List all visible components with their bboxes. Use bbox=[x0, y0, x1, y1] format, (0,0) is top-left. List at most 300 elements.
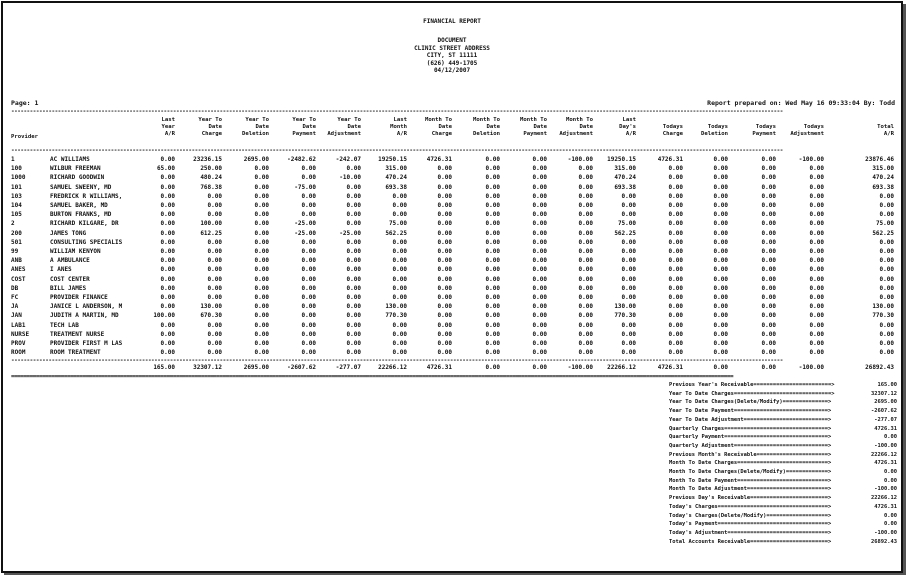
column-header-last-day-ar: Last Day's A/R bbox=[619, 117, 636, 137]
cell-last-month-ar: 470.24 bbox=[385, 174, 407, 182]
cell-mtd-deletion: 0.00 bbox=[485, 202, 500, 209]
cell-mtd-adjustment: 0.00 bbox=[578, 312, 593, 320]
cell-today-payment: 0.00 bbox=[761, 340, 776, 347]
cell-today-adjustment: 0.00 bbox=[809, 183, 824, 191]
cell-mtd-adjustment: 0.00 bbox=[578, 303, 593, 311]
provider-code: 1 bbox=[11, 156, 15, 163]
summary-row bbox=[669, 459, 897, 467]
cell-ytd-payment: 0.00 bbox=[301, 202, 316, 209]
summary-row bbox=[669, 433, 897, 441]
cell-last-month-ar: 0.00 bbox=[392, 349, 407, 357]
provider-code: COST bbox=[11, 275, 26, 283]
cell-mtd-adjustment: 0.00 bbox=[578, 257, 593, 265]
cell-last-year-ar: 0.00 bbox=[160, 294, 175, 301]
provider-code: ANES bbox=[11, 266, 26, 274]
cell-mtd-deletion: 0.00 bbox=[485, 165, 500, 173]
cell-mtd-payment: 0.00 bbox=[532, 340, 547, 347]
cell-ytd-adjustment: 0.00 bbox=[346, 303, 361, 311]
table-row bbox=[3, 266, 901, 274]
total-mtd-charge: 4726.31 bbox=[426, 364, 452, 371]
column-header-ytd-deletion: Year To Date Deletion bbox=[242, 117, 269, 137]
cell-today-adjustment: 0.00 bbox=[809, 202, 824, 209]
cell-mtd-charge: 4726.31 bbox=[426, 156, 452, 163]
cell-total-ar: 470.24 bbox=[872, 174, 894, 182]
cell-ytd-payment: 0.00 bbox=[301, 211, 316, 219]
cell-ytd-payment: 0.00 bbox=[301, 174, 316, 182]
cell-today-adjustment: 0.00 bbox=[809, 284, 824, 292]
summary-row bbox=[669, 468, 897, 476]
cell-last-month-ar: 0.00 bbox=[392, 330, 407, 338]
cell-mtd-payment: 0.00 bbox=[532, 174, 547, 182]
cell-mtd-deletion: 0.00 bbox=[485, 174, 500, 182]
cell-ytd-adjustment: 0.00 bbox=[346, 248, 361, 255]
summary-value: 0.00 bbox=[884, 521, 897, 528]
cell-mtd-charge: 0.00 bbox=[437, 202, 452, 209]
cell-ytd-charge: 0.00 bbox=[207, 202, 222, 209]
column-header-today-adjustment: Todays Adjustment bbox=[790, 124, 824, 137]
provider-name: A AMBULANCE bbox=[50, 257, 90, 265]
cell-mtd-deletion: 0.00 bbox=[485, 238, 500, 246]
cell-mtd-deletion: 0.00 bbox=[485, 220, 500, 228]
cell-today-charge: 0.00 bbox=[668, 192, 683, 200]
cell-mtd-charge: 0.00 bbox=[437, 321, 452, 329]
cell-mtd-deletion: 0.00 bbox=[485, 294, 500, 301]
column-header-last-year-ar: Last Year A/R bbox=[161, 117, 175, 137]
cell-ytd-deletion: 0.00 bbox=[254, 340, 269, 347]
cell-mtd-charge: 0.00 bbox=[437, 220, 452, 228]
organization-block bbox=[3, 37, 901, 75]
summary-value: 22266.12 bbox=[871, 495, 897, 502]
cell-last-month-ar: 75.00 bbox=[388, 220, 407, 228]
cell-ytd-adjustment: 0.00 bbox=[346, 321, 361, 329]
cell-mtd-charge: 0.00 bbox=[437, 248, 452, 255]
cell-mtd-adjustment: 0.00 bbox=[578, 192, 593, 200]
cell-mtd-adjustment: -100.00 bbox=[567, 156, 593, 163]
cell-ytd-payment: 0.00 bbox=[301, 312, 316, 320]
provider-name: TREATMENT NURSE bbox=[50, 330, 105, 338]
summary-row bbox=[669, 477, 897, 485]
summary-label: Month To Date Charges(Delete/Modify)=============> bbox=[669, 469, 832, 475]
provider-name: RICHARD KILGARE, DR bbox=[50, 220, 119, 228]
cell-ytd-deletion: 0.00 bbox=[254, 229, 269, 237]
provider-name: I ANES bbox=[50, 266, 72, 274]
cell-ytd-adjustment: 0.00 bbox=[346, 312, 361, 320]
cell-mtd-deletion: 0.00 bbox=[485, 211, 500, 219]
cell-today-charge: 0.00 bbox=[668, 229, 683, 237]
cell-last-month-ar: 0.00 bbox=[392, 294, 407, 301]
prepared-by: Report prepared on: Wed May 16 09:33:04 By: Todd bbox=[707, 99, 895, 107]
cell-ytd-adjustment: 0.00 bbox=[346, 266, 361, 274]
cell-mtd-adjustment: 0.00 bbox=[578, 165, 593, 173]
cell-last-month-ar: 693.38 bbox=[385, 183, 407, 191]
cell-ytd-adjustment: -10.00 bbox=[339, 174, 361, 182]
cell-ytd-deletion: 0.00 bbox=[254, 248, 269, 255]
summary-label: Year To Date Payment=============================> bbox=[669, 408, 832, 415]
cell-last-year-ar: 100.00 bbox=[153, 312, 175, 320]
cell-ytd-adjustment: 0.00 bbox=[346, 238, 361, 246]
cell-last-year-ar: 0.00 bbox=[160, 330, 175, 338]
org-line: 04/12/2007 bbox=[433, 67, 471, 74]
cell-mtd-charge: 0.00 bbox=[437, 165, 452, 173]
cell-ytd-adjustment: -25.00 bbox=[339, 229, 361, 237]
summary-value: 0.00 bbox=[884, 469, 897, 475]
cell-ytd-payment: -75.00 bbox=[294, 183, 316, 191]
table-row bbox=[3, 230, 901, 238]
cell-mtd-payment: 0.00 bbox=[532, 303, 547, 311]
summary-row bbox=[669, 512, 897, 520]
cell-ytd-adjustment: 0.00 bbox=[346, 165, 361, 173]
summary-row bbox=[669, 416, 897, 424]
column-header-ytd-payment: Year To Date Payment bbox=[292, 117, 316, 137]
cell-mtd-payment: 0.00 bbox=[532, 321, 547, 329]
cell-today-charge: 0.00 bbox=[668, 238, 683, 246]
summary-label: Today's Adjustment===============================> bbox=[669, 529, 832, 536]
cell-last-year-ar: 0.00 bbox=[160, 321, 175, 329]
cell-mtd-adjustment: 0.00 bbox=[578, 266, 593, 274]
cell-last-month-ar: 0.00 bbox=[392, 248, 407, 255]
divider-equals: ======================================================================================================================================================================================================================================== bbox=[11, 374, 734, 380]
provider-name: TECH LAB bbox=[50, 321, 79, 329]
provider-name: RICHARD GOODWIN bbox=[50, 174, 105, 182]
cell-total-ar: 0.00 bbox=[879, 284, 894, 292]
cell-last-month-ar: 130.00 bbox=[385, 303, 407, 311]
cell-today-payment: 0.00 bbox=[761, 174, 776, 182]
cell-today-adjustment: 0.00 bbox=[809, 211, 824, 219]
column-header-today-charge: Todays Charge bbox=[662, 124, 683, 137]
cell-ytd-adjustment: 0.00 bbox=[346, 211, 361, 219]
provider-name: JAMES TONG bbox=[50, 229, 87, 237]
provider-code: 2 bbox=[11, 220, 15, 228]
summary-label: Quarterly Charges================================> bbox=[669, 425, 832, 432]
summary-row bbox=[669, 485, 897, 493]
summary-label: Today's Charges==================================> bbox=[669, 503, 832, 510]
table-row bbox=[3, 257, 901, 265]
cell-last-day-ar: 770.30 bbox=[614, 312, 636, 320]
cell-today-adjustment: 0.00 bbox=[809, 330, 824, 338]
column-header-last-month-ar: Last Month A/R bbox=[390, 117, 407, 137]
cell-today-deletion: 0.00 bbox=[713, 349, 728, 357]
cell-ytd-payment: 0.00 bbox=[301, 303, 316, 311]
cell-last-day-ar: 0.00 bbox=[621, 330, 636, 338]
cell-today-payment: 0.00 bbox=[761, 257, 776, 265]
column-header-ytd-adjustment: Year To Date Adjustment bbox=[327, 117, 361, 137]
cell-mtd-charge: 0.00 bbox=[437, 275, 452, 283]
cell-last-day-ar: 0.00 bbox=[621, 238, 636, 246]
cell-today-adjustment: 0.00 bbox=[809, 229, 824, 237]
summary-row bbox=[669, 520, 897, 528]
summary-value: -100.00 bbox=[874, 529, 897, 536]
column-header-mtd-charge: Month To Date Charge bbox=[425, 117, 452, 137]
summary-value: 0.00 bbox=[884, 477, 897, 484]
cell-ytd-charge: 0.00 bbox=[207, 321, 222, 329]
cell-last-year-ar: 0.00 bbox=[160, 284, 175, 292]
page-number: Page: 1 bbox=[11, 99, 39, 107]
cell-ytd-deletion: 0.00 bbox=[254, 202, 269, 209]
cell-ytd-charge: 0.00 bbox=[207, 275, 222, 283]
summary-label: Today's Charges(Delete/Modify)===================> bbox=[669, 512, 832, 519]
cell-last-day-ar: 19250.15 bbox=[607, 156, 636, 163]
table-row bbox=[3, 184, 901, 192]
cell-mtd-adjustment: 0.00 bbox=[578, 211, 593, 219]
cell-ytd-deletion: 0.00 bbox=[254, 294, 269, 301]
cell-total-ar: 0.00 bbox=[879, 349, 894, 357]
column-header-total-ar: Total A/R bbox=[877, 124, 894, 137]
summary-label: Total Accounts Receivable========================> bbox=[669, 538, 832, 545]
table-row bbox=[3, 156, 901, 164]
cell-mtd-deletion: 0.00 bbox=[485, 192, 500, 200]
summary-label: Month To Date Adjustment=========================> bbox=[669, 486, 832, 493]
cell-mtd-deletion: 0.00 bbox=[485, 229, 500, 237]
summary-value: -100.00 bbox=[874, 442, 897, 449]
cell-today-deletion: 0.00 bbox=[713, 330, 728, 338]
cell-mtd-adjustment: 0.00 bbox=[578, 349, 593, 357]
cell-today-charge: 0.00 bbox=[668, 165, 683, 173]
cell-ytd-payment: -2482.62 bbox=[287, 156, 316, 163]
cell-last-year-ar: 0.00 bbox=[160, 349, 175, 357]
provider-name: BILL JAMES bbox=[50, 284, 87, 292]
cell-ytd-deletion: 0.00 bbox=[254, 257, 269, 265]
cell-last-day-ar: 470.24 bbox=[614, 174, 636, 182]
cell-last-month-ar: 770.30 bbox=[385, 312, 407, 320]
cell-ytd-charge: 0.00 bbox=[207, 257, 222, 265]
cell-last-year-ar: 0.00 bbox=[160, 192, 175, 200]
cell-last-year-ar: 0.00 bbox=[160, 257, 175, 265]
provider-name: AC WILLIAMS bbox=[50, 156, 90, 163]
cell-mtd-adjustment: 0.00 bbox=[578, 275, 593, 283]
cell-mtd-charge: 0.00 bbox=[437, 257, 452, 265]
cell-today-deletion: 0.00 bbox=[713, 303, 728, 311]
cell-ytd-deletion: 0.00 bbox=[254, 312, 269, 320]
cell-ytd-deletion: 0.00 bbox=[254, 183, 269, 191]
table-row bbox=[3, 349, 901, 357]
cell-ytd-adjustment: 0.00 bbox=[346, 330, 361, 338]
cell-mtd-adjustment: 0.00 bbox=[578, 220, 593, 228]
cell-ytd-payment: 0.00 bbox=[301, 238, 316, 246]
total-ytd-deletion: 2695.00 bbox=[243, 364, 269, 371]
cell-ytd-deletion: 0.00 bbox=[254, 303, 269, 311]
cell-last-day-ar: 0.00 bbox=[621, 340, 636, 347]
cell-today-deletion: 0.00 bbox=[713, 257, 728, 265]
cell-today-charge: 4726.31 bbox=[657, 156, 683, 163]
cell-mtd-charge: 0.00 bbox=[437, 330, 452, 338]
cell-today-adjustment: 0.00 bbox=[809, 238, 824, 246]
cell-ytd-charge: 100.00 bbox=[200, 220, 222, 228]
cell-today-deletion: 0.00 bbox=[713, 211, 728, 219]
cell-today-adjustment: 0.00 bbox=[809, 340, 824, 347]
cell-mtd-payment: 0.00 bbox=[532, 165, 547, 173]
summary-label: Today's Payment==================================> bbox=[669, 521, 832, 528]
cell-mtd-deletion: 0.00 bbox=[485, 248, 500, 255]
summary-label: Month To Date Payment============================> bbox=[669, 477, 832, 484]
cell-mtd-payment: 0.00 bbox=[532, 202, 547, 209]
provider-code: 501 bbox=[11, 238, 22, 246]
provider-name: WILLIAM KENYON bbox=[50, 248, 101, 255]
cell-total-ar: 0.00 bbox=[879, 202, 894, 209]
cell-ytd-charge: 0.00 bbox=[207, 211, 222, 219]
summary-row bbox=[669, 407, 897, 415]
summary-label: Year To Date Adjustment==========================> bbox=[669, 416, 832, 423]
divider-dashes: -------------------------------------------------------------------------------------------------------------------------------------------------------------------------------------------------------------------------------------------------------- bbox=[11, 358, 783, 364]
column-header-mtd-payment: Month To Date Payment bbox=[520, 117, 547, 137]
cell-today-payment: 0.00 bbox=[761, 229, 776, 237]
cell-last-day-ar: 0.00 bbox=[621, 248, 636, 255]
total-total-ar: 26892.43 bbox=[865, 364, 894, 371]
provider-name: BURTON FRANKS, MD bbox=[50, 211, 112, 219]
cell-last-year-ar: 65.00 bbox=[156, 165, 175, 173]
cell-today-charge: 0.00 bbox=[668, 257, 683, 265]
column-header-ytd-charge: Year To Date Charge bbox=[198, 117, 222, 137]
provider-name: PROVIDER FINANCE bbox=[50, 294, 108, 301]
cell-total-ar: 315.00 bbox=[872, 165, 894, 173]
cell-today-deletion: 0.00 bbox=[713, 321, 728, 329]
cell-mtd-adjustment: 0.00 bbox=[578, 294, 593, 301]
cell-total-ar: 0.00 bbox=[879, 238, 894, 246]
cell-total-ar: 693.38 bbox=[872, 183, 894, 191]
cell-last-year-ar: 0.00 bbox=[160, 174, 175, 182]
cell-last-month-ar: 0.00 bbox=[392, 257, 407, 265]
cell-ytd-deletion: 0.00 bbox=[254, 211, 269, 219]
total-last-month-ar: 22266.12 bbox=[378, 364, 407, 371]
table-row bbox=[3, 322, 901, 330]
cell-ytd-payment: 0.00 bbox=[301, 349, 316, 357]
cell-ytd-deletion: 0.00 bbox=[254, 330, 269, 338]
cell-today-adjustment: 0.00 bbox=[809, 349, 824, 357]
provider-code: 100 bbox=[11, 165, 22, 173]
cell-last-day-ar: 0.00 bbox=[621, 321, 636, 329]
cell-mtd-adjustment: 0.00 bbox=[578, 229, 593, 237]
table-row bbox=[3, 340, 901, 348]
cell-ytd-charge: 23236.15 bbox=[193, 156, 222, 163]
cell-mtd-payment: 0.00 bbox=[532, 220, 547, 228]
cell-last-day-ar: 562.25 bbox=[614, 229, 636, 237]
cell-last-day-ar: 130.00 bbox=[614, 303, 636, 311]
cell-ytd-deletion: 0.00 bbox=[254, 266, 269, 274]
cell-ytd-adjustment: 0.00 bbox=[346, 349, 361, 357]
cell-today-adjustment: 0.00 bbox=[809, 248, 824, 255]
provider-code: ANB bbox=[11, 257, 22, 265]
provider-name: WILBUR FREEMAN bbox=[50, 165, 101, 173]
provider-code: DB bbox=[11, 284, 19, 292]
summary-value: 4726.31 bbox=[874, 425, 897, 432]
cell-mtd-charge: 0.00 bbox=[437, 284, 452, 292]
cell-today-deletion: 0.00 bbox=[713, 220, 728, 228]
cell-last-day-ar: 0.00 bbox=[621, 266, 636, 274]
cell-mtd-deletion: 0.00 bbox=[485, 340, 500, 347]
cell-last-year-ar: 0.00 bbox=[160, 183, 175, 191]
org-line: DOCUMENT bbox=[437, 37, 467, 44]
cell-ytd-payment: 0.00 bbox=[301, 248, 316, 255]
cell-mtd-adjustment: 0.00 bbox=[578, 248, 593, 255]
cell-last-day-ar: 75.00 bbox=[617, 220, 636, 228]
cell-ytd-charge: 0.00 bbox=[207, 238, 222, 246]
cell-mtd-adjustment: 0.00 bbox=[578, 284, 593, 292]
cell-total-ar: 0.00 bbox=[879, 211, 894, 219]
cell-last-day-ar: 693.38 bbox=[614, 183, 636, 191]
divider-dashes: -------------------------------------------------------------------------------------------------------------------------------------------------------------------------------------------------------------------------------------------------------- bbox=[11, 109, 783, 115]
cell-mtd-payment: 0.00 bbox=[532, 266, 547, 274]
cell-today-payment: 0.00 bbox=[761, 266, 776, 274]
cell-mtd-deletion: 0.00 bbox=[485, 156, 500, 163]
cell-mtd-payment: 0.00 bbox=[532, 229, 547, 237]
cell-last-month-ar: 0.00 bbox=[392, 202, 407, 209]
cell-ytd-charge: 480.24 bbox=[200, 174, 222, 182]
cell-today-payment: 0.00 bbox=[761, 156, 776, 163]
summary-value: 4726.31 bbox=[874, 460, 897, 467]
cell-last-day-ar: 0.00 bbox=[621, 275, 636, 283]
total-today-payment: 0.00 bbox=[761, 364, 776, 371]
provider-code: 99 bbox=[11, 248, 19, 255]
summary-value: 26892.43 bbox=[871, 538, 897, 545]
cell-ytd-adjustment: 0.00 bbox=[346, 257, 361, 265]
provider-name: PROVIDER FIRST M LAS bbox=[50, 340, 123, 347]
cell-ytd-payment: 0.00 bbox=[301, 294, 316, 301]
cell-ytd-deletion: 0.00 bbox=[254, 192, 269, 200]
cell-mtd-charge: 0.00 bbox=[437, 174, 452, 182]
summary-value: 32307.12 bbox=[871, 390, 897, 397]
provider-code: 105 bbox=[11, 211, 22, 219]
provider-name: SAMUEL SWEENY, MD bbox=[50, 183, 112, 191]
cell-mtd-adjustment: 0.00 bbox=[578, 202, 593, 209]
cell-ytd-adjustment: 0.00 bbox=[346, 192, 361, 200]
total-today-charge: 4726.31 bbox=[657, 364, 683, 371]
summary-label: Quarterly Adjustment=============================> bbox=[669, 442, 832, 449]
cell-last-day-ar: 0.00 bbox=[621, 284, 636, 292]
summary-value: 4726.31 bbox=[874, 503, 897, 510]
cell-today-payment: 0.00 bbox=[761, 303, 776, 311]
total-mtd-deletion: 0.00 bbox=[485, 364, 500, 371]
cell-today-payment: 0.00 bbox=[761, 165, 776, 173]
summary-row bbox=[669, 390, 897, 398]
table-row bbox=[3, 276, 901, 284]
cell-ytd-payment: 0.00 bbox=[301, 257, 316, 265]
cell-mtd-payment: 0.00 bbox=[532, 349, 547, 357]
summary-label: Previous Day's Receivable========================> bbox=[669, 495, 832, 502]
cell-ytd-charge: 130.00 bbox=[200, 303, 222, 311]
cell-ytd-payment: 0.00 bbox=[301, 165, 316, 173]
cell-today-deletion: 0.00 bbox=[713, 340, 728, 347]
cell-mtd-deletion: 0.00 bbox=[485, 266, 500, 274]
cell-mtd-deletion: 0.00 bbox=[485, 284, 500, 292]
cell-ytd-deletion: 0.00 bbox=[254, 165, 269, 173]
summary-value: 165.00 bbox=[877, 382, 897, 388]
cell-ytd-payment: 0.00 bbox=[301, 340, 316, 347]
table-row bbox=[3, 211, 901, 219]
cell-today-deletion: 0.00 bbox=[713, 238, 728, 246]
cell-today-adjustment: -100.00 bbox=[798, 156, 824, 163]
cell-today-charge: 0.00 bbox=[668, 330, 683, 338]
cell-last-month-ar: 0.00 bbox=[392, 211, 407, 219]
cell-today-deletion: 0.00 bbox=[713, 165, 728, 173]
summary-value: 0.00 bbox=[884, 512, 897, 519]
org-line: (626) 449-1705 bbox=[426, 59, 478, 67]
cell-last-day-ar: 0.00 bbox=[621, 257, 636, 265]
table-row bbox=[3, 248, 901, 256]
total-mtd-payment: 0.00 bbox=[532, 364, 547, 371]
summary-row bbox=[669, 494, 897, 502]
cell-last-year-ar: 0.00 bbox=[160, 340, 175, 347]
cell-mtd-payment: 0.00 bbox=[532, 211, 547, 219]
cell-today-deletion: 0.00 bbox=[713, 229, 728, 237]
cell-ytd-deletion: 2695.00 bbox=[243, 156, 269, 163]
cell-today-payment: 0.00 bbox=[761, 220, 776, 228]
cell-today-adjustment: 0.00 bbox=[809, 294, 824, 301]
cell-last-day-ar: 0.00 bbox=[621, 349, 636, 357]
cell-today-payment: 0.00 bbox=[761, 202, 776, 209]
cell-total-ar: 0.00 bbox=[879, 257, 894, 265]
table-row bbox=[3, 312, 901, 320]
table-row bbox=[3, 303, 901, 311]
cell-mtd-payment: 0.00 bbox=[532, 330, 547, 338]
